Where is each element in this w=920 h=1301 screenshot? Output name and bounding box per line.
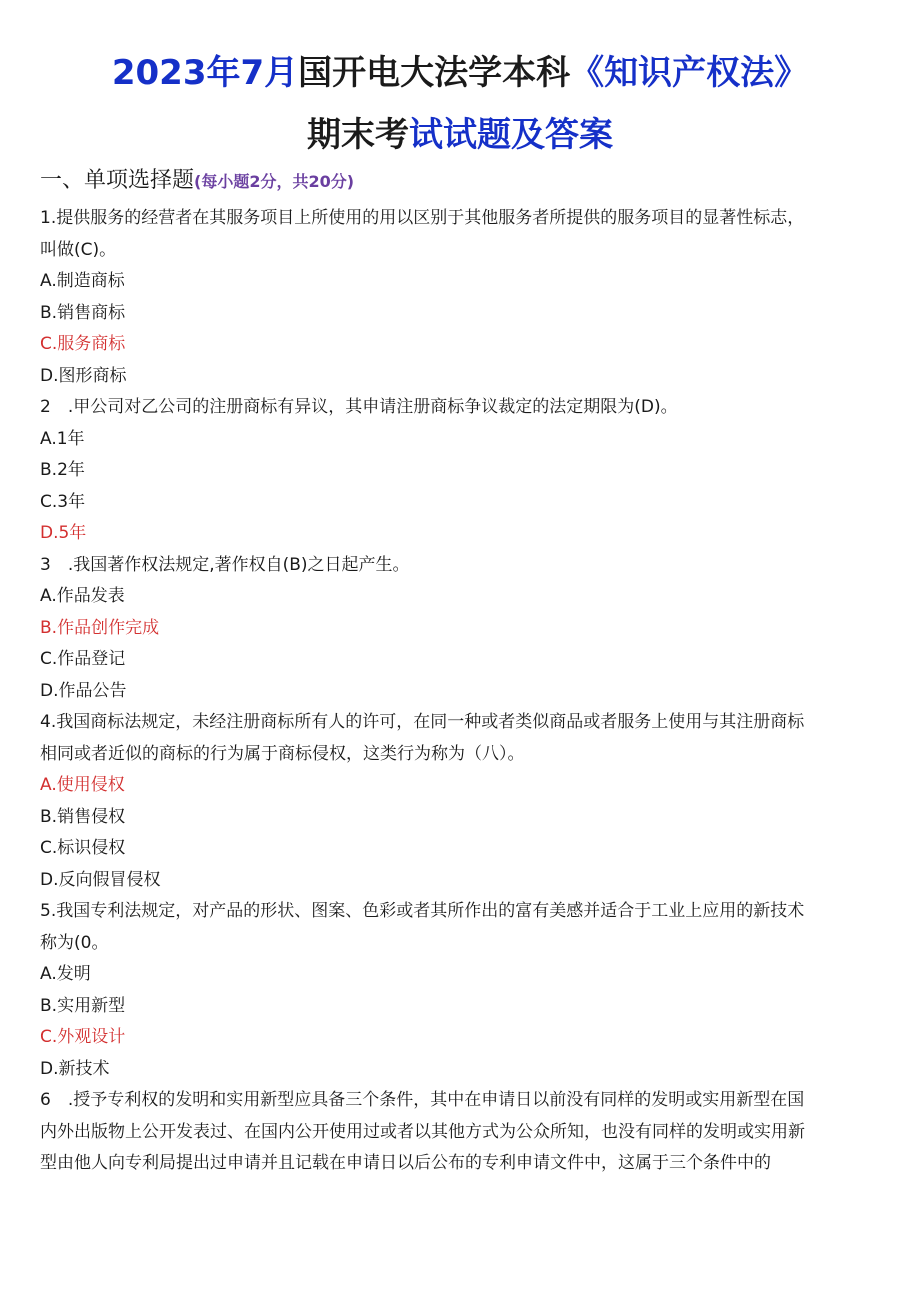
question-text-line: 称为(0。 [40, 932, 109, 953]
question-item [40, 896, 885, 1085]
question-text-line: 6 .授予专利权的发明和实用新型应具备三个条件，其中在申请日以前没有同样的发明或实用新型在国 [40, 1090, 805, 1110]
question-text-line: 5.我国专利法规定，对产品的形状、图案、色彩或者其所作出的富有美感并适合于工业上应用的新技术 [40, 901, 805, 921]
question-text-line: 叫做(C)。 [40, 239, 117, 260]
title-exam-label: 期末考 [307, 115, 409, 155]
answer-option: A.制造商标 [40, 271, 125, 291]
page-title-line2 [0, 110, 920, 160]
answer-option-correct: A.使用侵权 [40, 775, 125, 795]
answer-option: C.作品登记 [40, 649, 126, 669]
page-title-line1 [0, 48, 920, 98]
answer-option: A.发明 [40, 964, 91, 984]
question-text-line: 2 .甲公司对乙公司的注册商标有异议，其申请注册商标争议裁定的法定期限为(D)。 [40, 397, 678, 417]
answer-option: B.销售侵权 [40, 806, 126, 827]
title-exam-suffix: 试试题及答案 [409, 115, 613, 155]
title-subject: 《知识产权法》 [570, 53, 809, 93]
question-item [40, 392, 885, 550]
question-item [40, 550, 885, 708]
answer-option: B.实用新型 [40, 995, 126, 1016]
answer-option: B.2年 [40, 460, 85, 480]
question-item [40, 203, 885, 392]
answer-option-correct: C.外观设计 [40, 1027, 126, 1047]
answer-option-correct: D.5年 [40, 523, 87, 543]
question-list [40, 203, 885, 1180]
section-heading [40, 163, 354, 200]
answer-option-correct: B.作品创作完成 [40, 617, 160, 638]
question-item [40, 1085, 885, 1180]
answer-option: B.销售商标 [40, 302, 126, 323]
question-text-line: 型由他人向专利局提出过申请并且记载在申请日以后公布的专利申请文件中，这属于三个条件中的 [40, 1153, 771, 1173]
answer-option: A.1年 [40, 428, 85, 449]
question-text-line: 相同或者近似的商标的行为属于商标侵权，这类行为称为（八）。 [40, 743, 525, 764]
answer-option: D.图形商标 [40, 365, 127, 386]
answer-option-correct: C.服务商标 [40, 334, 126, 354]
answer-option: D.作品公告 [40, 680, 127, 701]
question-text-line: 4.我国商标法规定，未经注册商标所有人的许可，在同一种或者类似商品或者服务上使用与其注册商标 [40, 712, 805, 732]
question-text-line: 1.提供服务的经营者在其服务项目上所使用的用以区别于其他服务者所提供的服务项目的显著性标志， [40, 208, 805, 228]
answer-option: C.3年 [40, 491, 86, 512]
answer-option: D.新技术 [40, 1058, 110, 1079]
answer-option: A.作品发表 [40, 586, 125, 606]
title-school-course: 国开电大法学本科 [298, 53, 571, 93]
title-year-month: 2023年7月 [111, 53, 299, 93]
question-text-line: 内外出版物上公开发表过、在国内公开使用过或者以其他方式为公众所知，也没有同样的发明或实用新 [40, 1121, 805, 1142]
answer-option: C.标识侵权 [40, 838, 126, 858]
section-score-note: (每小题2分，共20分) [194, 172, 355, 191]
answer-option: D.反向假冒侵权 [40, 869, 161, 890]
question-item [40, 707, 885, 896]
question-text-line: 3 .我国著作权法规定,著作权自(B)之日起产生。 [40, 554, 410, 575]
section-title: 一、单项选择题 [40, 168, 195, 193]
